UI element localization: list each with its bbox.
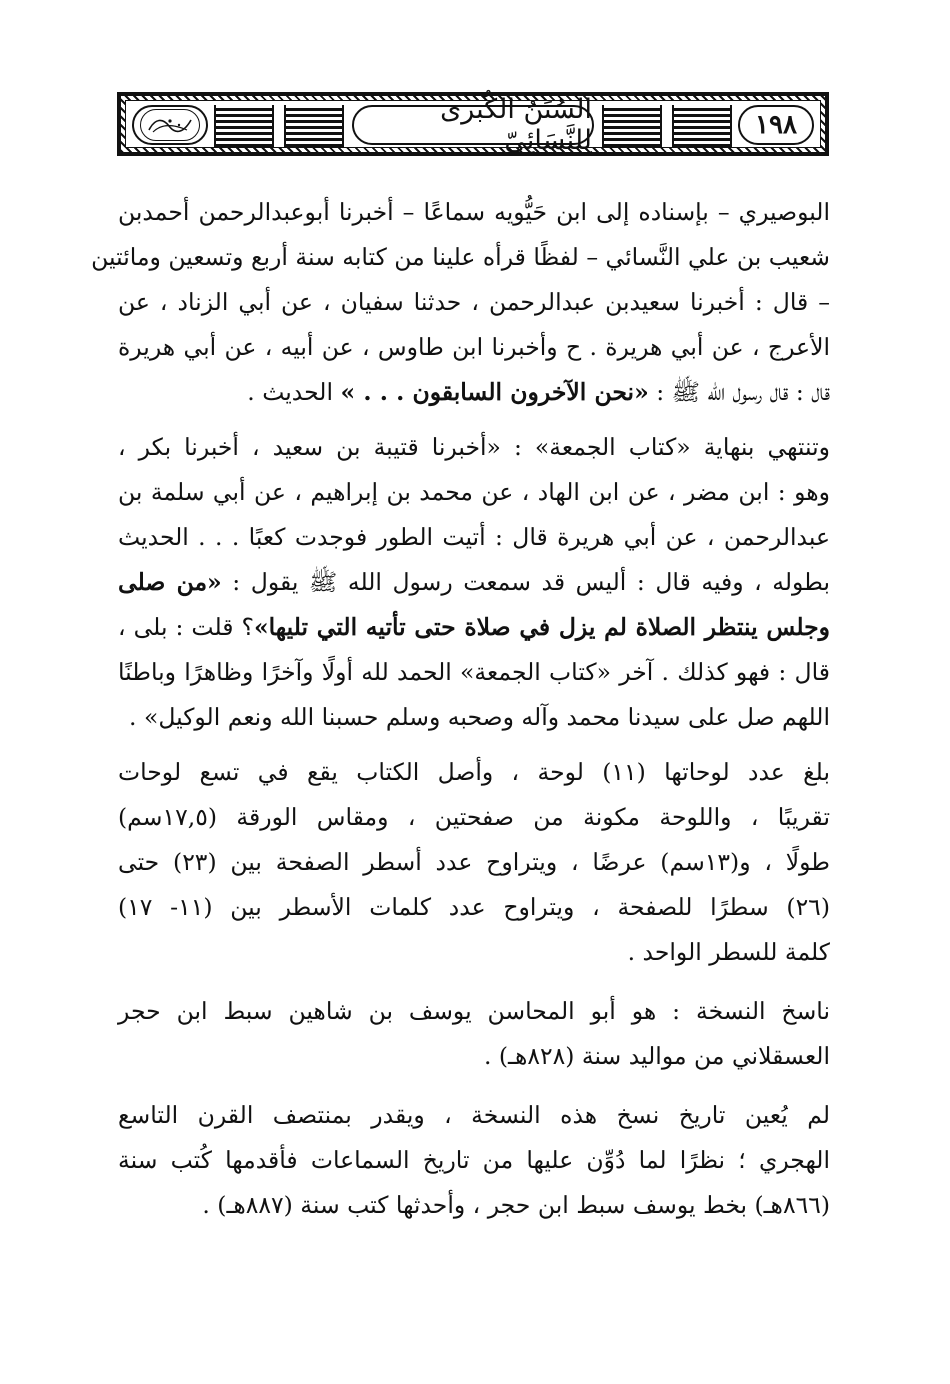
text-line: بلغ عدد لوحاتها (١١) لوحة ، وأصل الكتاب يقع في تسع لوحات: [118, 758, 830, 786]
text-line: طولًا ، و(١٣سم) عرضًا ، ويتراوح عدد أسطر الصفحة بين (٢٣) حتى: [118, 848, 830, 876]
book-seal-icon: [140, 109, 200, 141]
text-line: [118, 605, 830, 650]
ornament-icon: [214, 105, 274, 147]
text-line: وهو : ابن مضر ، عن ابن الهاد ، عن محمد بن إبراهيم ، عن أبي سلمة بن: [118, 478, 830, 506]
page-body: [91, 190, 831, 1228]
text-line: [118, 370, 830, 415]
text-line: اللهم صل على سيدنا محمد وآله وصحبه وسلم حسبنا الله ونعم الوكيل» .: [129, 703, 830, 731]
running-title: السُنَنُ الكُبرى لِلنَّسَائِيّ: [440, 94, 592, 156]
page-number: ١٩٨: [755, 110, 797, 140]
text-line: عبدالرحمن ، عن أبي هريرة قال : أتيت الطور فوجدت كعبًا . . . الحديث: [118, 523, 830, 551]
running-header: [117, 92, 829, 156]
hadith-quote: «نحن الآخرون السابقون . . . »: [340, 378, 649, 406]
text-line: شعيب بن علي النَّسائي – لفظًا قرأه علينا من كتابه سنة أربع وتسعين ومائتين: [91, 243, 830, 271]
hadith-quote: «من صلى: [118, 568, 222, 596]
paragraph: [118, 989, 830, 1079]
page-number-cartouche: [738, 105, 814, 145]
text-span: الحديث .: [247, 378, 341, 406]
text-line: العسقلاني من مواليد سنة (٨٢٨هـ) .: [483, 1042, 830, 1070]
text-span: قال : قال رسول الله ﷺ :: [648, 378, 830, 406]
paragraph: [91, 190, 830, 415]
text-line: الأعرج ، عن أبي هريرة . ح وأخبرنا ابن طاوس ، عن أبيه ، عن أبي هريرة: [118, 333, 830, 361]
ornament-icon: [284, 105, 344, 147]
book-seal: [132, 105, 208, 145]
text-line: كلمة للسطر الواحد .: [627, 938, 830, 966]
text-line: لم يُعين تاريخ نسخ هذه النسخة ، ويقدر بمنتصف القرن التاسع: [118, 1101, 830, 1129]
text-line: الهجري ؛ نظرًا لما دُوِّن عليها من تاريخ السماعات فأقدمها كُتب سنة: [118, 1146, 830, 1174]
ornament-icon: [672, 105, 732, 147]
paragraph: [118, 750, 830, 975]
text-line: [118, 560, 830, 605]
hadith-quote: وجلس ينتظر الصلاة لم يزل في صلاة حتى تأتيه التي تليها»: [253, 613, 831, 641]
text-line: البوصيري – بإسناده إلى ابن حَيُّويه سماعًا – أخبرنا أبوعبدالرحمن أحمدبن: [118, 198, 830, 226]
text-span: بطوله ، وفيه قال : أليس قد سمعت رسول الله ﷺ يقول :: [221, 568, 831, 596]
running-title-cartouche: [352, 94, 594, 156]
text-line: قال : فهو كذلك . آخر «كتاب الجمعة» الحمد لله أولًا وآخرًا وظاهرًا وباطنًا: [118, 658, 830, 686]
text-span: ؟ قلت : بلى ،: [118, 613, 254, 641]
header-inner: [125, 94, 821, 156]
paragraph: [118, 1093, 830, 1228]
ornament-icon: [602, 105, 662, 147]
text-line: (٢٦) سطرًا للصفحة ، ويتراوح عدد كلمات الأسطر بين (١١- ١٧): [118, 893, 830, 921]
text-line: تقريبًا ، واللوحة مكونة من صفحتين ، ومقاس الورقة (١٧,٥سم): [118, 803, 830, 831]
text-line: – قال : أخبرنا سعيدبن عبدالرحمن ، حدثنا سفيان ، عن أبي الزناد ، عن: [118, 288, 830, 316]
text-line: ناسخ النسخة : هو أبو المحاسن يوسف بن شاهين سبط ابن حجر: [118, 997, 830, 1025]
text-line: وتنتهي بنهاية «كتاب الجمعة» : «أخبرنا قتيبة بن سعيد ، أخبرنا بكر ،: [118, 433, 830, 461]
text-line: (٨٦٦هـ) بخط يوسف سبط ابن حجر ، وأحدثها كتب سنة (٨٨٧هـ) .: [202, 1191, 830, 1219]
paragraph: [118, 425, 830, 740]
